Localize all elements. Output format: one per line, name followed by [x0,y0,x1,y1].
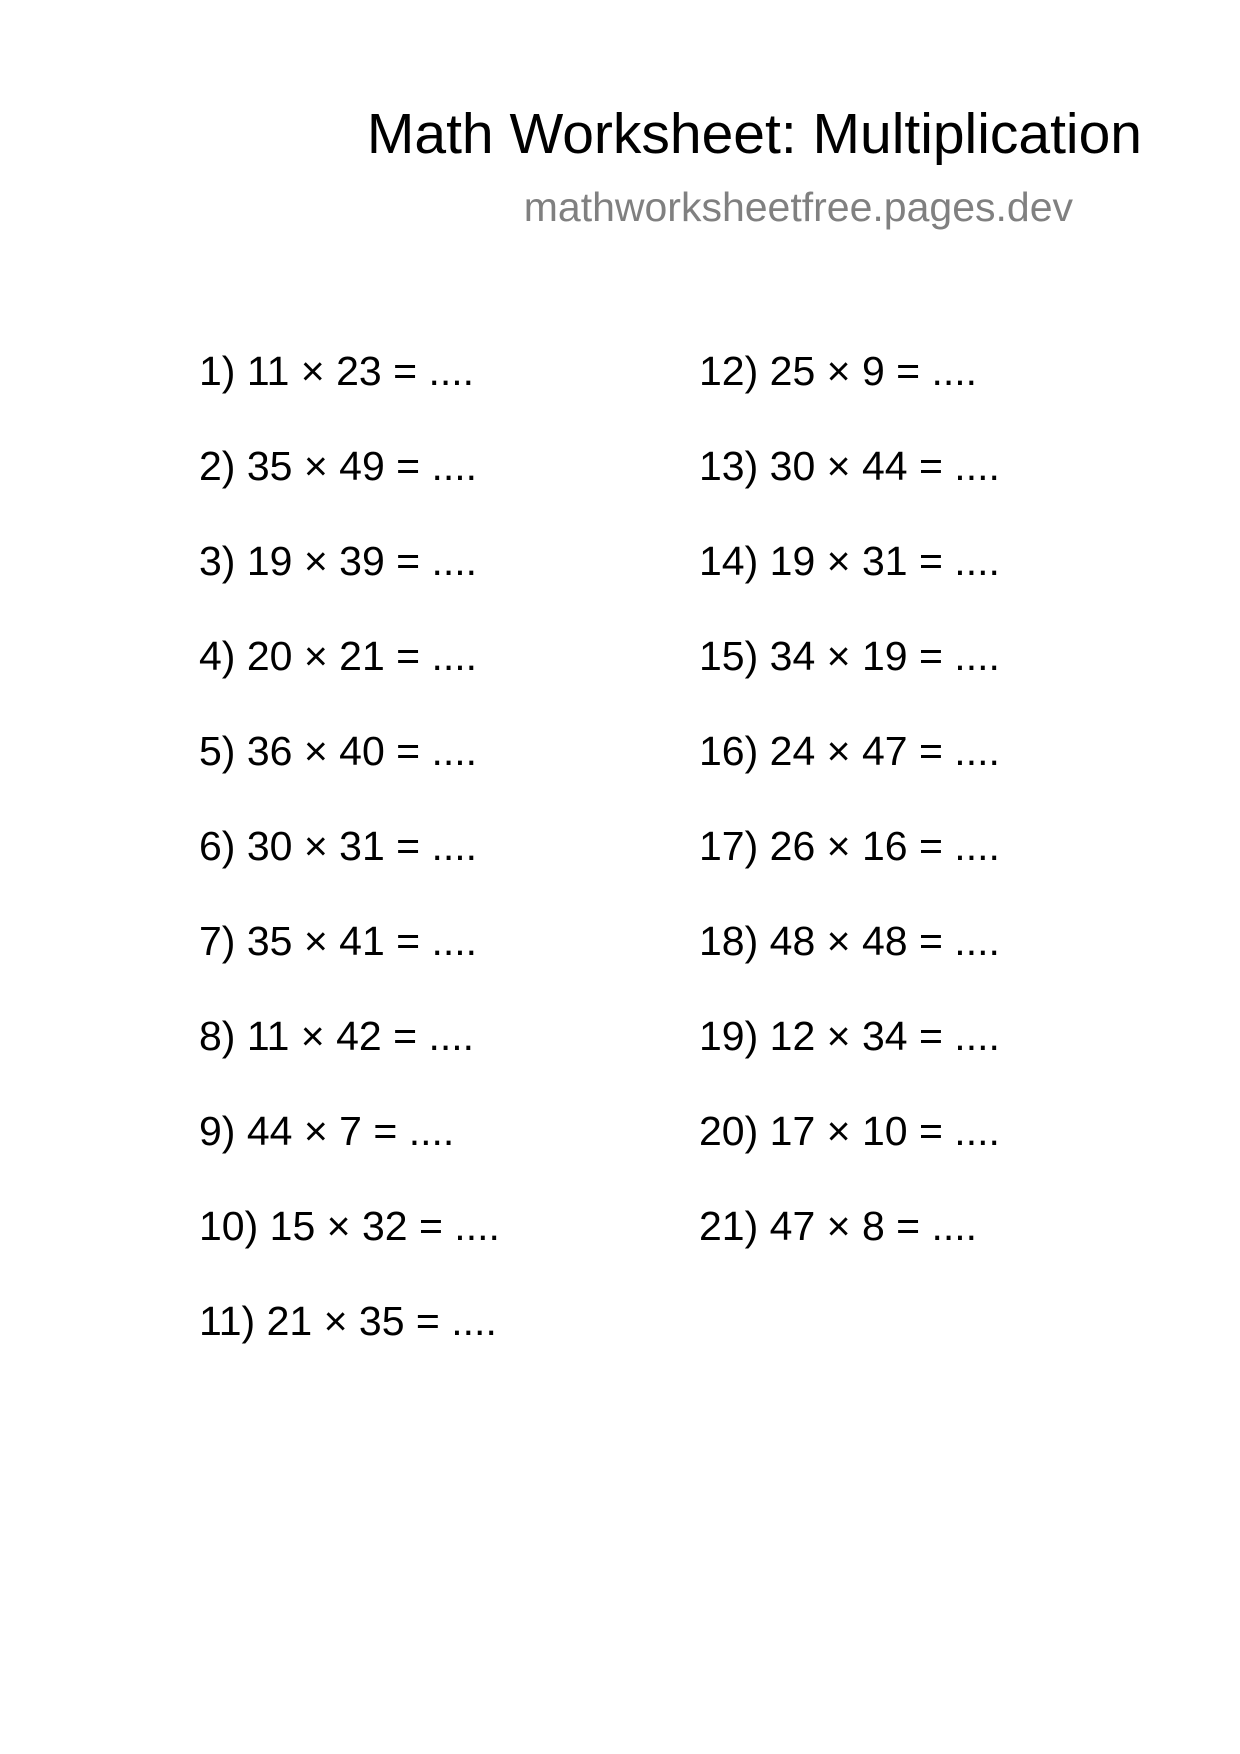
problem-4: 4) 20 × 21 = .... [199,633,478,679]
problem-2: 2) 35 × 49 = .... [199,443,478,489]
problem-13: 13) 30 × 44 = .... [699,443,1000,489]
problem-3: 3) 19 × 39 = .... [199,538,478,584]
problem-6: 6) 30 × 31 = .... [199,823,478,869]
problem-7: 7) 35 × 41 = .... [199,918,478,964]
problem-21: 21) 47 × 8 = .... [699,1203,978,1249]
problem-19: 19) 12 × 34 = .... [699,1013,1000,1059]
problem-16: 16) 24 × 47 = .... [699,728,1000,774]
problem-10: 10) 15 × 32 = .... [199,1203,500,1249]
problem-5: 5) 36 × 40 = .... [199,728,478,774]
problem-14: 14) 19 × 31 = .... [699,538,1000,584]
problem-column-left [199,346,500,1391]
problem-column-right [699,346,1000,1296]
problem-9: 9) 44 × 7 = .... [199,1108,455,1154]
worksheet-title: Math Worksheet: Multiplication [366,102,1142,166]
problem-11: 11) 21 × 35 = .... [199,1298,497,1344]
problem-8: 8) 11 × 42 = .... [199,1013,475,1059]
problem-20: 20) 17 × 10 = .... [699,1108,1000,1154]
problem-15: 15) 34 × 19 = .... [699,633,1000,679]
website-url: mathworksheetfree.pages.dev [523,184,1073,230]
problem-12: 12) 25 × 9 = .... [699,348,978,394]
problem-1: 1) 11 × 23 = .... [199,348,475,394]
problem-18: 18) 48 × 48 = .... [699,918,1000,964]
problem-17: 17) 26 × 16 = .... [699,823,1000,869]
